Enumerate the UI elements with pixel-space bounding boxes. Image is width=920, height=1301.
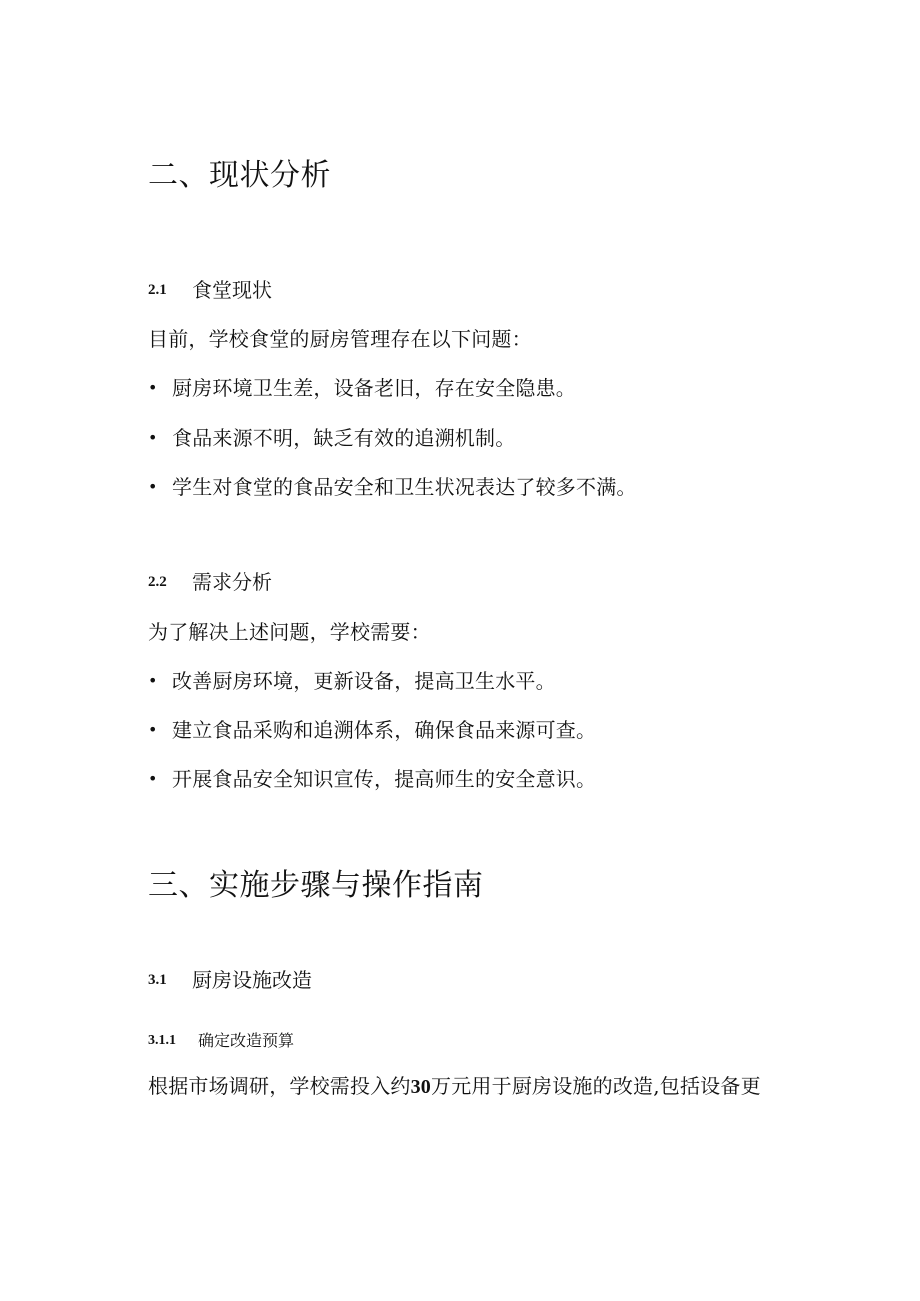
subsubsection-heading-3-1-1 (148, 1030, 294, 1052)
bullet-item (148, 715, 596, 745)
subsection-title: 需求分析 (192, 570, 272, 594)
bullet-text: 学生对食堂的食品安全和卫生状况表达了较多不满。 (172, 475, 637, 499)
subsubsection-number: 3.1.1 (148, 1033, 176, 1048)
bullet-item (148, 472, 637, 502)
paragraph-text-start: 根据市场调研，学校需投入约 (148, 1074, 411, 1098)
section-heading-3: 三、实施步骤与操作指南 (148, 868, 484, 903)
bullet-item (148, 764, 596, 794)
paragraph-intro-2-1: 目前，学校食堂的厨房管理存在以下问题： (148, 327, 532, 351)
bullet-icon: • (148, 428, 158, 447)
bullet-icon: • (148, 477, 158, 496)
bullet-item (148, 373, 576, 403)
bullet-icon: • (148, 720, 158, 739)
bullet-text: 食品来源不明，缺乏有效的追溯机制。 (172, 426, 516, 450)
paragraph-text-end: 万元用于厨房设施的改造,包括设备更 (431, 1074, 761, 1098)
subsection-title: 食堂现状 (192, 278, 272, 302)
bullet-text: 改善厨房环境，更新设备，提高卫生水平。 (172, 669, 556, 693)
section-heading-2: 二、现状分析 (148, 158, 331, 193)
paragraph-budget (148, 1071, 761, 1102)
budget-amount: 30 (410, 1076, 432, 1098)
subsection-number: 2.2 (148, 574, 167, 590)
subsubsection-title: 确定改造预算 (198, 1031, 295, 1050)
subsection-heading-3-1 (148, 966, 312, 994)
subsection-number: 3.1 (148, 972, 167, 988)
bullet-item (148, 666, 556, 696)
bullet-item (148, 423, 515, 453)
bullet-text: 厨房环境卫生差，设备老旧，存在安全隐患。 (172, 376, 576, 400)
bullet-text: 建立食品采购和追溯体系，确保食品来源可查。 (172, 718, 597, 742)
subsection-title: 厨房设施改造 (192, 968, 312, 992)
subsection-number: 2.1 (148, 282, 167, 298)
bullet-icon: • (148, 378, 158, 397)
bullet-icon: • (148, 769, 158, 788)
paragraph-intro-2-2: 为了解决上述问题，学校需要： (148, 620, 431, 644)
bullet-text: 开展食品安全知识宣传，提高师生的安全意识。 (172, 767, 597, 791)
subsection-heading-2-1 (148, 276, 272, 304)
bullet-icon: • (148, 671, 158, 690)
subsection-heading-2-2 (148, 568, 272, 596)
